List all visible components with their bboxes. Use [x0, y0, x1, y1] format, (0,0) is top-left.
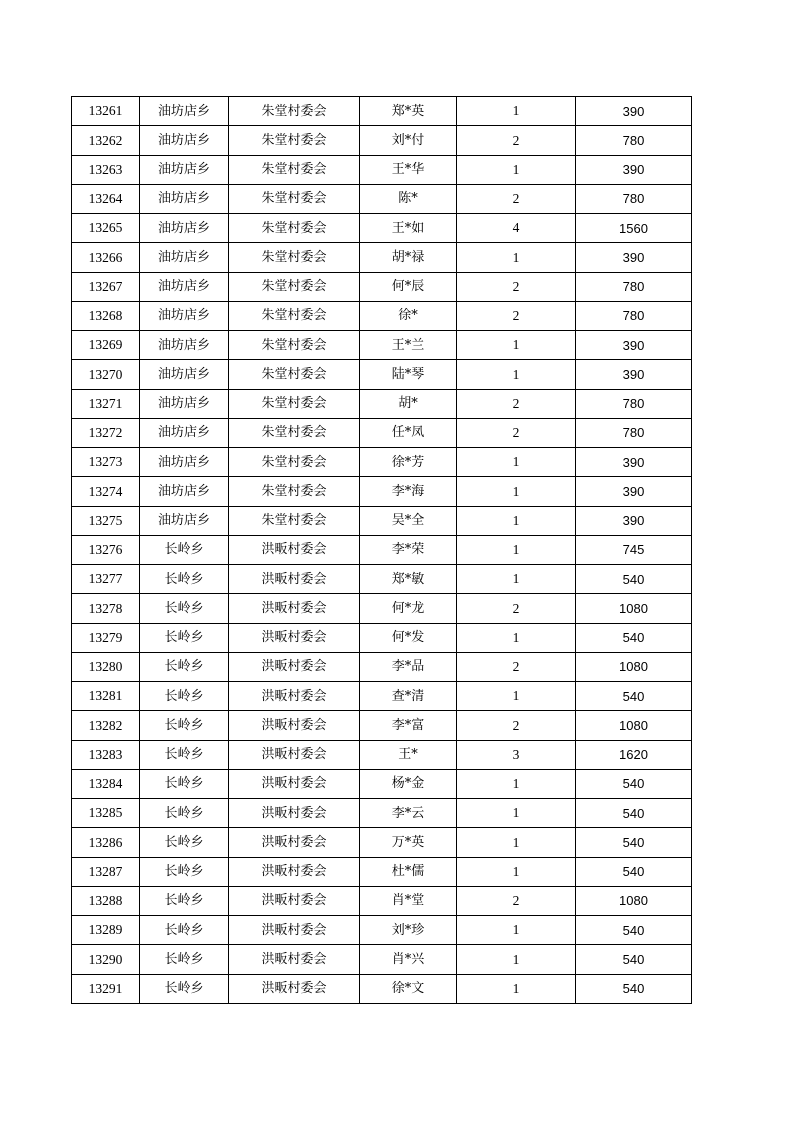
village-committee-cell: 朱堂村委会 — [229, 477, 360, 506]
amount-cell: 540 — [576, 828, 692, 857]
township-cell: 油坊店乡 — [140, 272, 229, 301]
village-committee-cell: 朱堂村委会 — [229, 97, 360, 126]
record-id-cell: 13262 — [72, 126, 140, 155]
name-cell: 李*海 — [360, 477, 457, 506]
record-id-cell: 13275 — [72, 506, 140, 535]
amount-cell: 1560 — [576, 214, 692, 243]
village-committee-cell: 洪畈村委会 — [229, 974, 360, 1003]
amount-cell: 1080 — [576, 886, 692, 915]
village-committee-cell: 朱堂村委会 — [229, 389, 360, 418]
table-row — [72, 477, 692, 506]
amount-cell: 540 — [576, 916, 692, 945]
amount-cell: 390 — [576, 360, 692, 389]
township-cell: 油坊店乡 — [140, 360, 229, 389]
count-cell: 1 — [457, 799, 576, 828]
township-cell: 油坊店乡 — [140, 389, 229, 418]
name-cell: 杨*金 — [360, 769, 457, 798]
record-id-cell: 13283 — [72, 740, 140, 769]
township-cell: 长岭乡 — [140, 857, 229, 886]
amount-cell: 390 — [576, 448, 692, 477]
township-cell: 长岭乡 — [140, 682, 229, 711]
amount-cell: 540 — [576, 799, 692, 828]
township-cell: 长岭乡 — [140, 594, 229, 623]
name-cell: 查*清 — [360, 682, 457, 711]
amount-cell: 780 — [576, 184, 692, 213]
name-cell: 万*英 — [360, 828, 457, 857]
name-cell: 何*发 — [360, 623, 457, 652]
record-id-cell: 13284 — [72, 769, 140, 798]
village-committee-cell: 洪畈村委会 — [229, 828, 360, 857]
count-cell: 1 — [457, 477, 576, 506]
name-cell: 陈* — [360, 184, 457, 213]
count-cell: 2 — [457, 652, 576, 681]
table-row — [72, 184, 692, 213]
amount-cell: 540 — [576, 974, 692, 1003]
name-cell: 李*云 — [360, 799, 457, 828]
name-cell: 徐*芳 — [360, 448, 457, 477]
record-id-cell: 13277 — [72, 565, 140, 594]
record-id-cell: 13281 — [72, 682, 140, 711]
count-cell: 1 — [457, 243, 576, 272]
village-committee-cell: 朱堂村委会 — [229, 301, 360, 330]
amount-cell: 540 — [576, 945, 692, 974]
township-cell: 长岭乡 — [140, 799, 229, 828]
record-id-cell: 13291 — [72, 974, 140, 1003]
count-cell: 2 — [457, 886, 576, 915]
table-row — [72, 214, 692, 243]
village-committee-cell: 朱堂村委会 — [229, 155, 360, 184]
record-id-cell: 13261 — [72, 97, 140, 126]
record-id-cell: 13288 — [72, 886, 140, 915]
record-id-cell: 13266 — [72, 243, 140, 272]
village-committee-cell: 洪畈村委会 — [229, 945, 360, 974]
amount-cell: 780 — [576, 418, 692, 447]
record-id-cell: 13264 — [72, 184, 140, 213]
count-cell: 1 — [457, 360, 576, 389]
township-cell: 长岭乡 — [140, 769, 229, 798]
table-row — [72, 155, 692, 184]
record-id-cell: 13272 — [72, 418, 140, 447]
township-cell: 油坊店乡 — [140, 418, 229, 447]
amount-cell: 780 — [576, 272, 692, 301]
record-id-cell: 13285 — [72, 799, 140, 828]
count-cell: 1 — [457, 331, 576, 360]
name-cell: 刘*付 — [360, 126, 457, 155]
name-cell: 李*富 — [360, 711, 457, 740]
count-cell: 2 — [457, 126, 576, 155]
count-cell: 2 — [457, 711, 576, 740]
record-id-cell: 13289 — [72, 916, 140, 945]
name-cell: 徐* — [360, 301, 457, 330]
name-cell: 王*兰 — [360, 331, 457, 360]
amount-cell: 745 — [576, 535, 692, 564]
table-row — [72, 448, 692, 477]
township-cell: 油坊店乡 — [140, 214, 229, 243]
record-id-cell: 13271 — [72, 389, 140, 418]
village-committee-cell: 洪畈村委会 — [229, 740, 360, 769]
record-id-cell: 13270 — [72, 360, 140, 389]
count-cell: 2 — [457, 594, 576, 623]
name-cell: 刘*珍 — [360, 916, 457, 945]
count-cell: 1 — [457, 535, 576, 564]
amount-cell: 1080 — [576, 652, 692, 681]
amount-cell: 540 — [576, 623, 692, 652]
record-id-cell: 13276 — [72, 535, 140, 564]
name-cell: 王* — [360, 740, 457, 769]
village-committee-cell: 洪畈村委会 — [229, 916, 360, 945]
table-row — [72, 126, 692, 155]
township-cell: 油坊店乡 — [140, 331, 229, 360]
village-committee-cell: 朱堂村委会 — [229, 214, 360, 243]
table-row — [72, 769, 692, 798]
count-cell: 1 — [457, 974, 576, 1003]
table-row — [72, 886, 692, 915]
name-cell: 任*凤 — [360, 418, 457, 447]
record-id-cell: 13269 — [72, 331, 140, 360]
village-committee-cell: 朱堂村委会 — [229, 418, 360, 447]
count-cell: 1 — [457, 623, 576, 652]
count-cell: 1 — [457, 682, 576, 711]
record-id-cell: 13278 — [72, 594, 140, 623]
village-committee-cell: 洪畈村委会 — [229, 886, 360, 915]
township-cell: 长岭乡 — [140, 916, 229, 945]
village-committee-cell: 朱堂村委会 — [229, 243, 360, 272]
count-cell: 2 — [457, 184, 576, 213]
village-committee-cell: 洪畈村委会 — [229, 857, 360, 886]
name-cell: 何*龙 — [360, 594, 457, 623]
table-row — [72, 418, 692, 447]
table-row — [72, 301, 692, 330]
record-id-cell: 13280 — [72, 652, 140, 681]
count-cell: 1 — [457, 155, 576, 184]
township-cell: 长岭乡 — [140, 886, 229, 915]
record-id-cell: 13274 — [72, 477, 140, 506]
amount-cell: 540 — [576, 682, 692, 711]
name-cell: 何*辰 — [360, 272, 457, 301]
township-cell: 油坊店乡 — [140, 184, 229, 213]
table-row — [72, 272, 692, 301]
name-cell: 肖*堂 — [360, 886, 457, 915]
name-cell: 李*品 — [360, 652, 457, 681]
table-row — [72, 682, 692, 711]
table-row — [72, 799, 692, 828]
township-cell: 油坊店乡 — [140, 126, 229, 155]
amount-cell: 390 — [576, 243, 692, 272]
count-cell: 3 — [457, 740, 576, 769]
count-cell: 1 — [457, 97, 576, 126]
count-cell: 2 — [457, 301, 576, 330]
amount-cell: 780 — [576, 389, 692, 418]
count-cell: 1 — [457, 945, 576, 974]
record-id-cell: 13286 — [72, 828, 140, 857]
township-cell: 油坊店乡 — [140, 506, 229, 535]
village-committee-cell: 洪畈村委会 — [229, 565, 360, 594]
table-row — [72, 594, 692, 623]
count-cell: 1 — [457, 916, 576, 945]
amount-cell: 390 — [576, 506, 692, 535]
township-cell: 长岭乡 — [140, 535, 229, 564]
count-cell: 4 — [457, 214, 576, 243]
table-row — [72, 828, 692, 857]
village-committee-cell: 朱堂村委会 — [229, 360, 360, 389]
roster-table — [71, 96, 692, 1004]
count-cell: 1 — [457, 448, 576, 477]
village-committee-cell: 朱堂村委会 — [229, 126, 360, 155]
table-row — [72, 243, 692, 272]
township-cell: 油坊店乡 — [140, 155, 229, 184]
township-cell: 油坊店乡 — [140, 448, 229, 477]
village-committee-cell: 朱堂村委会 — [229, 184, 360, 213]
record-id-cell: 13263 — [72, 155, 140, 184]
township-cell: 油坊店乡 — [140, 97, 229, 126]
count-cell: 1 — [457, 857, 576, 886]
count-cell: 1 — [457, 769, 576, 798]
amount-cell: 540 — [576, 769, 692, 798]
name-cell: 吴*全 — [360, 506, 457, 535]
record-id-cell: 13290 — [72, 945, 140, 974]
record-id-cell: 13267 — [72, 272, 140, 301]
table-row — [72, 360, 692, 389]
count-cell: 2 — [457, 389, 576, 418]
name-cell: 徐*文 — [360, 974, 457, 1003]
name-cell: 胡*禄 — [360, 243, 457, 272]
township-cell: 长岭乡 — [140, 565, 229, 594]
table-row — [72, 506, 692, 535]
table-row — [72, 389, 692, 418]
amount-cell: 390 — [576, 97, 692, 126]
township-cell: 长岭乡 — [140, 652, 229, 681]
name-cell: 杜*儒 — [360, 857, 457, 886]
village-committee-cell: 洪畈村委会 — [229, 535, 360, 564]
village-committee-cell: 朱堂村委会 — [229, 506, 360, 535]
township-cell: 油坊店乡 — [140, 477, 229, 506]
table-row — [72, 974, 692, 1003]
name-cell: 陆*琴 — [360, 360, 457, 389]
record-id-cell: 13268 — [72, 301, 140, 330]
record-id-cell: 13287 — [72, 857, 140, 886]
count-cell: 1 — [457, 506, 576, 535]
township-cell: 长岭乡 — [140, 740, 229, 769]
table-row — [72, 565, 692, 594]
table-row — [72, 97, 692, 126]
village-committee-cell: 洪畈村委会 — [229, 594, 360, 623]
amount-cell: 390 — [576, 155, 692, 184]
township-cell: 长岭乡 — [140, 974, 229, 1003]
table-row — [72, 711, 692, 740]
count-cell: 2 — [457, 418, 576, 447]
table-row — [72, 916, 692, 945]
amount-cell: 1080 — [576, 594, 692, 623]
amount-cell: 780 — [576, 126, 692, 155]
township-cell: 长岭乡 — [140, 828, 229, 857]
township-cell: 油坊店乡 — [140, 243, 229, 272]
table-row — [72, 652, 692, 681]
name-cell: 胡* — [360, 389, 457, 418]
village-committee-cell: 洪畈村委会 — [229, 682, 360, 711]
village-committee-cell: 洪畈村委会 — [229, 623, 360, 652]
table-row — [72, 535, 692, 564]
table-row — [72, 331, 692, 360]
village-committee-cell: 洪畈村委会 — [229, 769, 360, 798]
count-cell: 1 — [457, 565, 576, 594]
table-row — [72, 857, 692, 886]
record-id-cell: 13265 — [72, 214, 140, 243]
amount-cell: 540 — [576, 857, 692, 886]
name-cell: 王*如 — [360, 214, 457, 243]
name-cell: 肖*兴 — [360, 945, 457, 974]
township-cell: 长岭乡 — [140, 623, 229, 652]
roster-table-body — [72, 97, 692, 1004]
township-cell: 长岭乡 — [140, 945, 229, 974]
village-committee-cell: 洪畈村委会 — [229, 711, 360, 740]
table-row — [72, 623, 692, 652]
township-cell: 长岭乡 — [140, 711, 229, 740]
count-cell: 2 — [457, 272, 576, 301]
amount-cell: 780 — [576, 301, 692, 330]
name-cell: 李*荣 — [360, 535, 457, 564]
village-committee-cell: 朱堂村委会 — [229, 331, 360, 360]
amount-cell: 390 — [576, 477, 692, 506]
table-row — [72, 740, 692, 769]
village-committee-cell: 朱堂村委会 — [229, 448, 360, 477]
record-id-cell: 13273 — [72, 448, 140, 477]
amount-cell: 1080 — [576, 711, 692, 740]
amount-cell: 1620 — [576, 740, 692, 769]
name-cell: 郑*敏 — [360, 565, 457, 594]
village-committee-cell: 洪畈村委会 — [229, 799, 360, 828]
amount-cell: 390 — [576, 331, 692, 360]
record-id-cell: 13282 — [72, 711, 140, 740]
village-committee-cell: 朱堂村委会 — [229, 272, 360, 301]
amount-cell: 540 — [576, 565, 692, 594]
count-cell: 1 — [457, 828, 576, 857]
township-cell: 油坊店乡 — [140, 301, 229, 330]
table-row — [72, 945, 692, 974]
name-cell: 郑*英 — [360, 97, 457, 126]
name-cell: 王*华 — [360, 155, 457, 184]
record-id-cell: 13279 — [72, 623, 140, 652]
village-committee-cell: 洪畈村委会 — [229, 652, 360, 681]
